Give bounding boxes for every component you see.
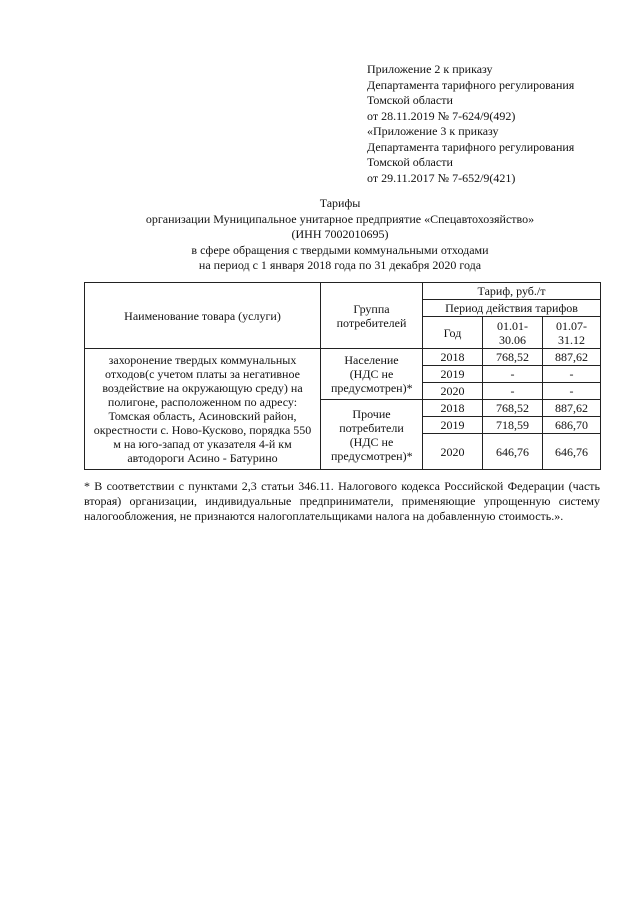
header-line: Приложение 2 к приказу: [367, 62, 493, 76]
tariff-period-2: 887,62: [543, 400, 601, 417]
tariff-period-2: -: [543, 366, 601, 383]
header-line: Департамента тарифного регулирования: [367, 77, 575, 92]
tariff-period-1: 718,59: [483, 417, 543, 434]
tariff-period-2: 686,70: [543, 417, 601, 434]
consumer-group-other: Прочие потребители (НДС не предусмотрен)*: [321, 400, 423, 470]
tariff-period-2: -: [543, 383, 601, 400]
header-tariff: Тариф, руб./т: [423, 283, 601, 300]
year-cell: 2019: [423, 417, 483, 434]
year-cell: 2020: [423, 434, 483, 470]
tariff-period-1: -: [483, 383, 543, 400]
tariff-period-1: 768,52: [483, 349, 543, 366]
tariff-period-2: 646,76: [543, 434, 601, 470]
table-header-row: [85, 283, 601, 300]
consumer-group-population: Население (НДС не предусмотрен)*: [321, 349, 423, 400]
header-period-1: 01.01-30.06: [483, 317, 543, 349]
header-period: Период действия тарифов: [423, 300, 601, 317]
header-period-2: 01.07-31.12: [543, 317, 601, 349]
year-cell: 2018: [423, 349, 483, 366]
header-line: от 29.11.2017 № 7-652/9(421): [367, 170, 516, 185]
header-year: Год: [423, 317, 483, 349]
header-line: от 28.11.2019 № 7-624/9(492): [367, 108, 516, 123]
tariff-period-1: -: [483, 366, 543, 383]
year-cell: 2020: [423, 383, 483, 400]
tariff-period-1: 768,52: [483, 400, 543, 417]
header-line: Томской области: [367, 155, 453, 169]
header-line: Департамента тарифного регулирования: [367, 139, 575, 154]
title-line: (ИНН 7002010695): [291, 227, 389, 241]
footnote: * В соответствии с пунктами 2,3 статьи 346.11. Налогового кодекса Российской Федерации (часть вторая) организации, индивидуальные предприниматели, применяющие упрощенную систему налогообложения, не признаются налогоплательщиками налога на добавленную стоимость.».: [84, 479, 600, 523]
title-line: Тарифы: [319, 196, 361, 210]
title-line: на период с 1 января 2018 года по 31 декабря 2020 года: [198, 258, 482, 272]
year-cell: 2018: [423, 400, 483, 417]
tariff-period-2: 887,62: [543, 349, 601, 366]
title-line: организации Муниципальное унитарное предприятие «Спецавтохозяйство»: [145, 211, 535, 226]
year-cell: 2019: [423, 366, 483, 383]
header-service: Наименование товара (услуги): [85, 283, 321, 349]
order-reference: [367, 62, 617, 186]
table-row: [85, 349, 601, 366]
tariff-table: [84, 282, 601, 470]
service-description: захоронение твердых коммунальных отходов(с учетом платы за негативное воздействие на окружающую среду) на полигоне, расположенном по адресу: Томская область, Асиновский район, окрестности с. Ново-Кусково, порядка 550 м на юго-запад от указателя 4-й км автодороги Асино - Батурино: [85, 349, 321, 470]
header-line: Томской области: [367, 93, 453, 107]
document-title: [60, 196, 620, 274]
header-line: «Приложение 3 к приказу: [367, 124, 499, 138]
tariff-period-1: 646,76: [483, 434, 543, 470]
header-consumer-group: Группа потребителей: [321, 283, 423, 349]
title-line: в сфере обращения с твердыми коммунальными отходами: [191, 242, 489, 257]
